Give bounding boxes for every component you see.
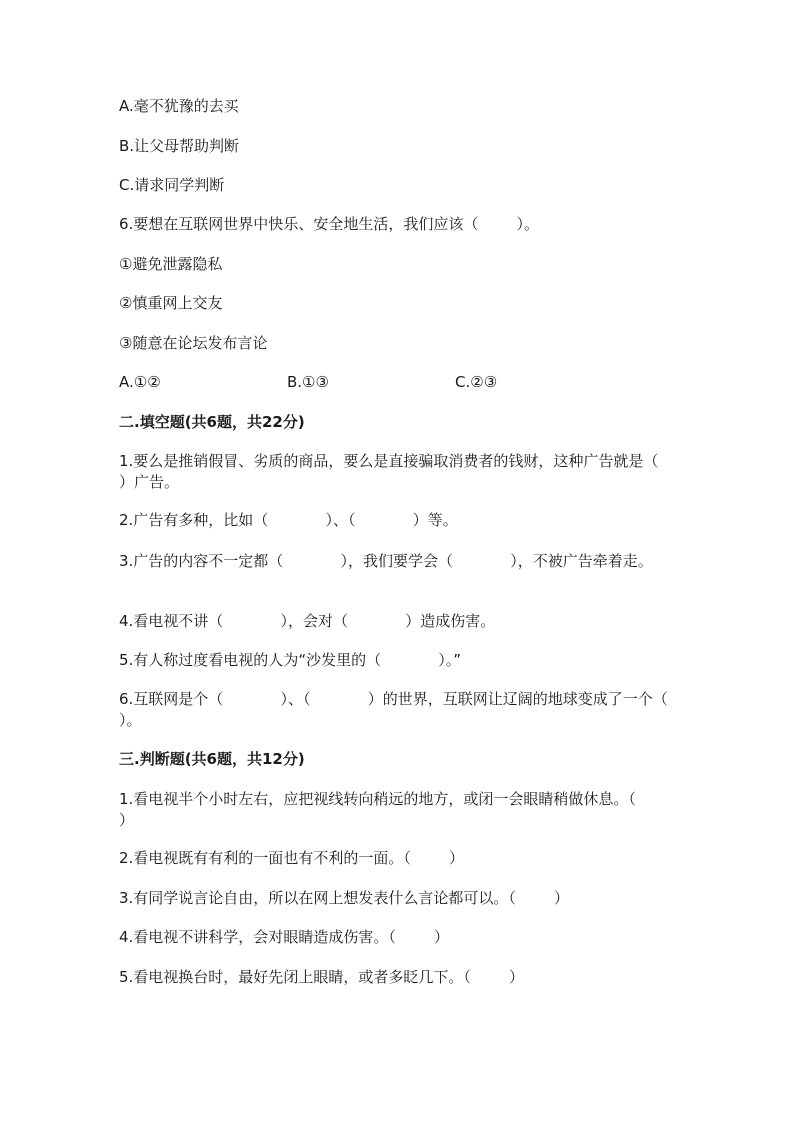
fill-question-6: 6.互联网是个（ ）、（ ）的世界，互联网让辽阔的地球变成了一个（ ）。 bbox=[119, 690, 725, 729]
q6-item-3: ③随意在论坛发布言论 bbox=[119, 334, 268, 352]
q6-option-b: B.①③ bbox=[287, 373, 329, 391]
fill-question-1: 1.要么是推销假冒、劣质的商品，要么是直接骗取消费者的钱财，这种广告就是（ ）广告。 bbox=[119, 452, 716, 491]
q5-option-a: A.毫不犹豫的去买 bbox=[119, 97, 239, 115]
fill-question-4: 4.看电视不讲（ ），会对（ ）造成伤害。 bbox=[119, 612, 496, 630]
q6-option-a: A.①② bbox=[119, 373, 161, 391]
judge-question-2: 2.看电视既有有利的一面也有不利的一面。（ ） bbox=[119, 849, 464, 867]
judge-question-4: 4.看电视不讲科学，会对眼睛造成伤害。（ ） bbox=[119, 928, 449, 946]
fill-question-5: 5.有人称过度看电视的人为“沙发里的（ ）。” bbox=[119, 651, 462, 669]
section3-title: 三.判断题(共6题，共12分) bbox=[119, 750, 305, 768]
fill-question-3: 3.广告的内容不一定都（ ），我们要学会（ ），不被广告牵着走。 bbox=[119, 552, 653, 570]
q6-stem: 6.要想在互联网世界中快乐、安全地生活，我们应该（ ）。 bbox=[119, 215, 539, 233]
judge-question-1: 1.看电视半个小时左右，应把视线转向稍远的地方，或闭一会眼睛稍做休息。（ ） bbox=[119, 790, 674, 829]
q6-item-1: ①避免泄露隐私 bbox=[119, 255, 223, 273]
q5-option-c: C.请求同学判断 bbox=[119, 176, 225, 194]
judge-question-3: 3.有同学说言论自由，所以在网上想发表什么言论都可以。（ ） bbox=[119, 889, 569, 907]
q5-option-b: B.让父母帮助判断 bbox=[119, 137, 240, 155]
q6-options bbox=[119, 372, 639, 393]
judge-question-5: 5.看电视换台时，最好先闭上眼睛，或者多眨几下。（ ） bbox=[119, 968, 524, 986]
q6-option-c: C.②③ bbox=[455, 373, 498, 391]
q6-item-2: ②慎重网上交友 bbox=[119, 294, 223, 312]
section2-title: 二.填空题(共6题，共22分) bbox=[119, 413, 305, 431]
fill-question-2: 2.广告有多种，比如（ ）、（ ）等。 bbox=[119, 511, 458, 529]
